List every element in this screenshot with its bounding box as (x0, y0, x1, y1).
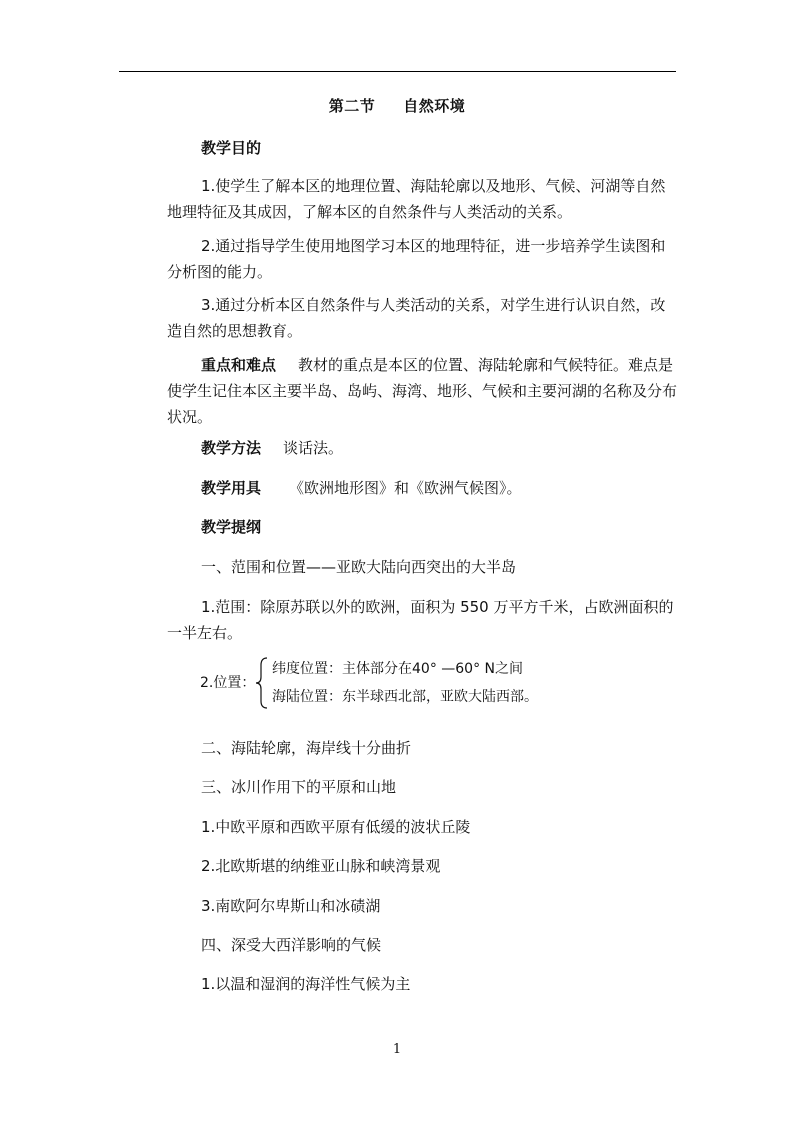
outline-scope: 1.范围：除原苏联以外的欧洲，面积为 550 万平方千米，占欧洲面积的一半左右。 (167, 598, 674, 642)
goal-item-1: 1.使学生了解本区的地理位置、海陆轮廓以及地形、气候、河湖等自然地理特征及其成因，了解本区的自然条件与人类活动的关系。 (167, 177, 666, 221)
tools-line (201, 477, 522, 498)
method-label: 教学方法 (201, 439, 262, 457)
section-3-item-1: 1.中欧平原和西欧平原有低缓的波状丘陵 (201, 818, 471, 836)
title-section-number: 第二节 (328, 97, 376, 115)
section-3-item-3: 3.南欧阿尔卑斯山和冰碛湖 (201, 897, 381, 915)
page-number: 1 (392, 1042, 402, 1057)
section-4-item-1: 1.以温和湿润的海洋性气候为主 (201, 975, 411, 993)
title-topic: 自然环境 (403, 97, 466, 115)
header-rule (119, 71, 676, 72)
goals-heading: 教学目的 (201, 139, 262, 157)
outline-section-1: 一、范围和位置——亚欧大陆向西突出的大半岛 (201, 558, 517, 576)
key-points-text: 教材的重点是本区的位置、海陆轮廓和气候特征。难点是使学生记住本区主要半岛、岛屿、海湾、地形、气候和主要河湖的名称及分布状况。 (167, 356, 678, 426)
outline-section-2: 二、海陆轮廓，海岸线十分曲折 (201, 739, 412, 757)
position-label: 2.位置： (200, 675, 256, 691)
latitude-position: 纬度位置：主体部分在40° —60° N之间 (272, 661, 524, 677)
tools-label: 教学用具 (201, 479, 262, 497)
land-sea-position: 海陆位置：东半球西北部，亚欧大陆西部。 (272, 689, 538, 705)
outline-section-3: 三、冰川作用下的平原和山地 (201, 778, 397, 796)
method-text: 谈话法。 (283, 439, 344, 457)
outline-section-4: 四、深受大西洋影响的气候 (201, 936, 382, 954)
goal-item-3: 3.通过分析本区自然条件与人类活动的关系，对学生进行认识自然，改造自然的思想教育。 (167, 296, 666, 340)
position-block (200, 655, 620, 715)
key-points-paragraph (167, 352, 679, 430)
tools-text: 《欧洲地形图》和《欧洲气候图》。 (289, 479, 522, 497)
goal-item-2: 2.通过指导学生使用地图学习本区的地理特征，进一步培养学生读图和分析图的能力。 (167, 237, 666, 281)
section-title (0, 95, 794, 116)
section-3-item-2: 2.北欧斯堪的纳维亚山脉和峡湾景观 (201, 857, 441, 875)
method-line (201, 437, 343, 458)
key-points-label: 重点和难点 (201, 356, 277, 374)
outline-heading: 教学提纲 (201, 518, 262, 536)
left-brace-icon (255, 657, 269, 709)
